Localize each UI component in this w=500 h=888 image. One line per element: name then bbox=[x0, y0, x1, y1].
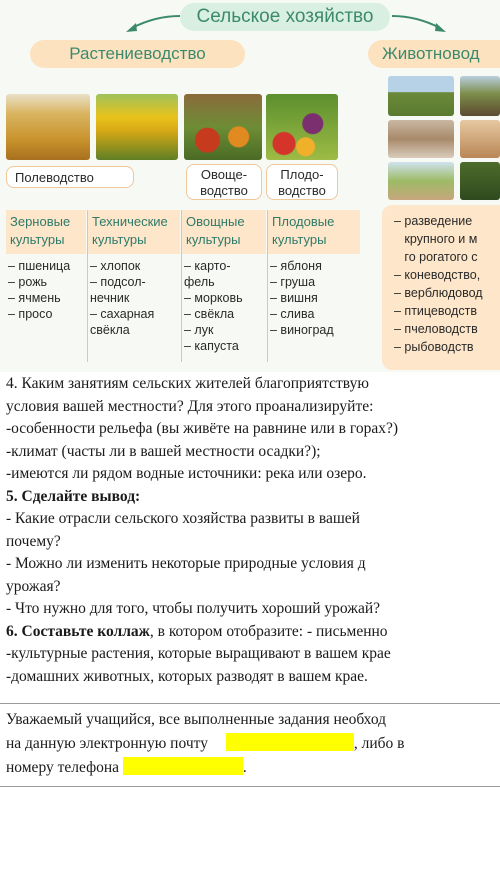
subbranch-fruit-growing-label: Плодо- водство bbox=[278, 167, 326, 198]
phone-blank-field[interactable] bbox=[123, 757, 243, 775]
sunflower-field-photo bbox=[96, 94, 178, 160]
horses-photo bbox=[460, 76, 500, 116]
left-arrow-icon bbox=[120, 8, 182, 36]
question-4-line: условия вашей местности? Для этого проанализируйте: bbox=[6, 397, 374, 415]
column-list-technical bbox=[90, 258, 154, 338]
question-4-line: -особенности рельефа (вы живёте на равнине или в горах?) bbox=[6, 420, 399, 437]
column-head-grain bbox=[6, 210, 86, 254]
divider-bottom bbox=[0, 786, 500, 787]
column-list-fruit-text: – яблоня – груша – вишня – слива – виноград bbox=[270, 259, 334, 337]
vegetables-photo bbox=[184, 94, 262, 160]
question-6-text: , в котором отобразите: - письменно bbox=[149, 622, 388, 640]
notice-email-text: на данную электронную почту bbox=[6, 735, 208, 752]
notice-phone-tail: . bbox=[242, 759, 247, 776]
question-5-line: урожая? bbox=[6, 577, 61, 595]
wheat-field-photo bbox=[6, 94, 90, 160]
tasks-section bbox=[6, 373, 500, 688]
animal-branches-list bbox=[394, 212, 483, 356]
column-head-technical-label: Технические культуры bbox=[92, 214, 168, 247]
branch-animal-husbandry: Животновод bbox=[368, 40, 500, 68]
column-head-grain-label: Зерновые культуры bbox=[10, 214, 71, 247]
column-head-technical bbox=[88, 210, 180, 254]
question-6-line: -домашних животных, которых разводят в вашем крае. bbox=[6, 667, 368, 685]
column-list-technical-text: – хлопок – подсол- нечник – сахарная свёкла bbox=[90, 259, 155, 337]
subbranch-field-farming bbox=[6, 166, 134, 188]
question-5-title: 5. Сделайте вывод: bbox=[6, 487, 141, 505]
question-5-line: почему? bbox=[6, 532, 61, 550]
question-5-line: - Что нужно для того, чтобы получить хороший урожай? bbox=[6, 600, 381, 617]
fruits-photo bbox=[266, 94, 338, 160]
question-6-line: -культурные растения, которые выращивают в вашем крае bbox=[6, 645, 391, 662]
subbranch-vegetable-growing-label: Овоще- водство bbox=[200, 167, 248, 198]
beehives-photo bbox=[460, 162, 500, 200]
diagram-title: Сельское хозяйство bbox=[180, 3, 390, 31]
column-divider bbox=[181, 210, 182, 362]
email-blank-field[interactable] bbox=[226, 733, 354, 751]
column-divider bbox=[87, 210, 88, 362]
camels-photo bbox=[460, 120, 500, 158]
subbranch-vegetable-growing bbox=[186, 164, 262, 200]
notice-section bbox=[6, 708, 500, 780]
subbranch-field-farming-label: Полеводство bbox=[15, 170, 94, 185]
question-4-line: -климат (часты ли в вашей местности осадки?); bbox=[6, 442, 321, 460]
question-4-line: -имеются ли рядом водные источники: река или озеро. bbox=[6, 465, 367, 482]
sheep-photo bbox=[388, 120, 454, 158]
question-4-line: 4. Каким занятиям сельских жителей благоприятствую bbox=[6, 375, 369, 392]
column-divider bbox=[267, 210, 268, 362]
question-6-title: 6. Составьте коллаж bbox=[6, 622, 150, 640]
cattle-photo bbox=[388, 76, 454, 116]
column-list-grain bbox=[8, 258, 70, 322]
subbranch-fruit-growing bbox=[266, 164, 338, 200]
column-head-vegetable bbox=[182, 210, 266, 254]
column-head-vegetable-label: Овощные культуры bbox=[186, 214, 245, 247]
divider-top bbox=[0, 703, 500, 704]
animal-branches-text: – разведение крупного и м го рогатого с – коневодство, – верблюдовод – птицеводств – пчеловодств – рыбоводств bbox=[394, 214, 483, 354]
question-5-line: - Можно ли изменить некоторые природные условия д bbox=[6, 555, 366, 572]
notice-line: Уважаемый учащийся, все выполненные задания необход bbox=[6, 711, 387, 728]
poultry-photo bbox=[388, 162, 454, 200]
column-list-fruit bbox=[270, 258, 334, 338]
column-head-fruit bbox=[268, 210, 360, 254]
right-arrow-icon bbox=[390, 8, 452, 36]
notice-phone-text: номеру телефона bbox=[6, 759, 120, 776]
column-list-vegetable bbox=[184, 258, 243, 354]
column-list-grain-text: – пшеница – рожь – ячмень – просо bbox=[8, 259, 71, 321]
agriculture-diagram bbox=[0, 0, 500, 372]
question-5-line: - Какие отрасли сельского хозяйства развиты в вашей bbox=[6, 510, 360, 527]
branch-plant-growing: Растениеводство bbox=[30, 40, 245, 68]
column-list-vegetable-text: – карто- фель – морковь – свёкла – лук – капуста bbox=[184, 259, 243, 353]
notice-email-tail: , либо в bbox=[353, 735, 405, 752]
column-head-fruit-label: Плодовые культуры bbox=[272, 214, 335, 247]
